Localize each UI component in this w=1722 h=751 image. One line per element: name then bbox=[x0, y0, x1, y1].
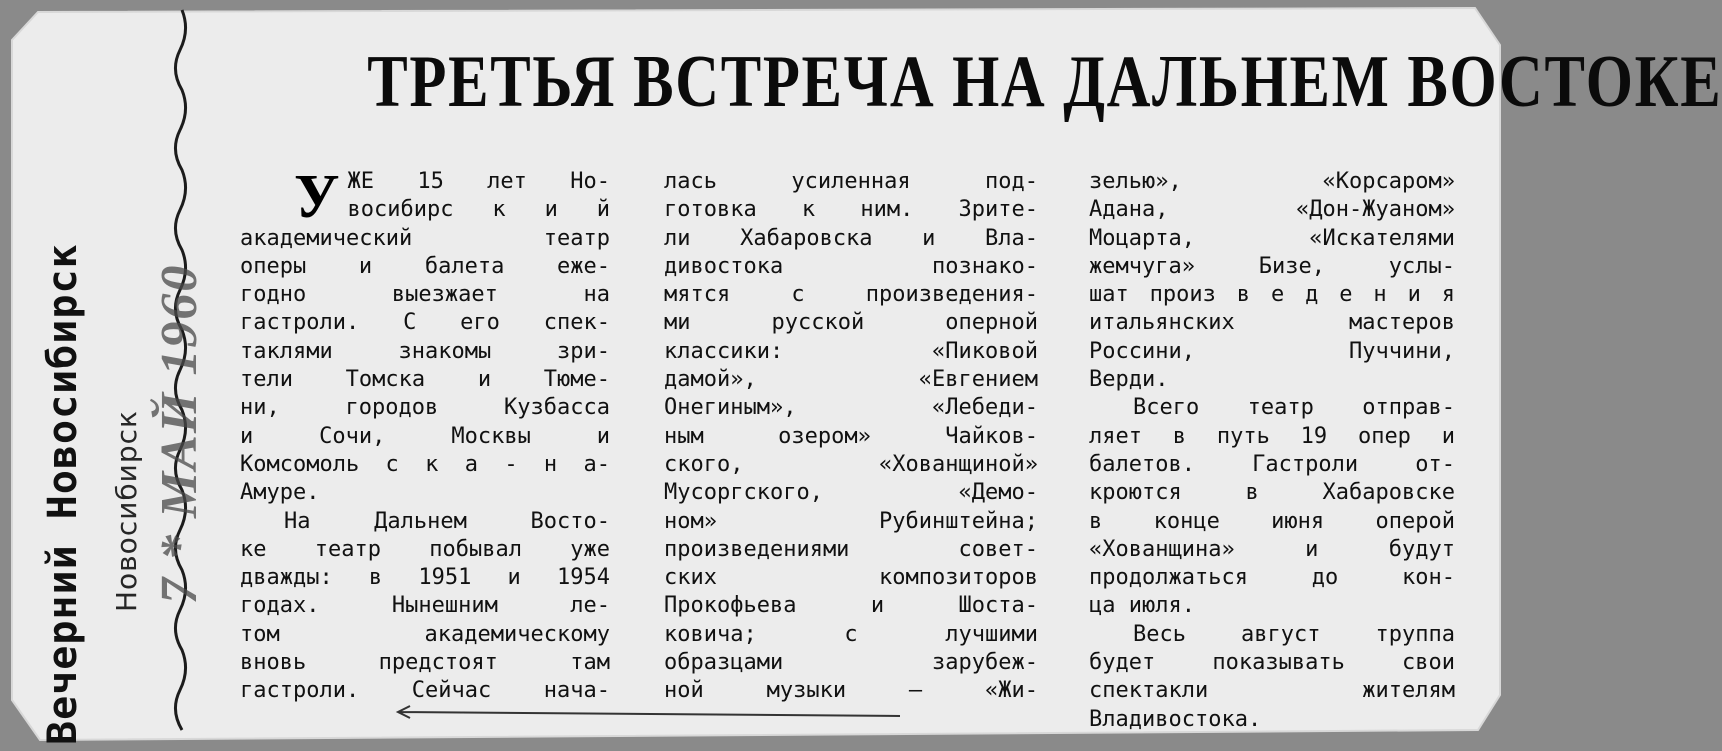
text-line: будет показывать свои bbox=[1089, 650, 1455, 676]
text-line: ни, городов Кузбасса bbox=[240, 395, 610, 421]
text-line: зелью», «Корсаром» bbox=[1089, 169, 1455, 194]
text-line: Онегиным», «Лебеди- bbox=[664, 395, 1038, 421]
text-line: Мусоргского, «Демо- bbox=[664, 480, 1038, 506]
text-line: Владивостока. bbox=[1089, 706, 1262, 732]
text-line: и Сочи, Москвы и bbox=[240, 423, 610, 449]
text-line: академический театр bbox=[240, 225, 610, 251]
text-line: ских композиторов bbox=[664, 565, 1038, 591]
text-line: ли Хабаровска и Вла- bbox=[664, 225, 1038, 251]
text-line: гастроли. Сейчас нача- bbox=[240, 678, 610, 704]
text-line: Верди. bbox=[1089, 367, 1169, 393]
text-line: итальянских мастеров bbox=[1089, 310, 1455, 336]
stamp-date: 7 * МАЙ 1960 bbox=[151, 263, 208, 604]
text-line: ковича; с лучшими bbox=[664, 621, 1038, 647]
text-line: ке театр побывал уже bbox=[240, 536, 610, 562]
text-line: Прокофьева и Шоста- bbox=[664, 593, 1038, 619]
text-line: дамой», «Евгением bbox=[664, 367, 1038, 393]
text-line: мятся с произведения- bbox=[664, 282, 1038, 308]
text-line: дивостока познако- bbox=[664, 253, 1038, 279]
text-line: Россини, Пуччини, bbox=[1089, 338, 1455, 364]
text-line: годно выезжает на bbox=[240, 282, 610, 308]
text-line: Моцарта, «Искателями bbox=[1089, 225, 1455, 251]
article-column-2 bbox=[664, 168, 1038, 706]
text-line: таклями знакомы зри- bbox=[240, 338, 610, 364]
text-line: ми русской оперной bbox=[664, 310, 1038, 336]
text-line: Адана, «Дон-Жуаном» bbox=[1089, 197, 1455, 223]
article bbox=[200, 0, 1722, 751]
text-line: в конце июня оперой bbox=[1089, 508, 1455, 534]
text-line: лась усиленная под- bbox=[664, 169, 1038, 194]
text-line: ной музыки — «Жи- bbox=[664, 678, 1038, 704]
text-line: Амуре. bbox=[240, 480, 320, 506]
text-line: жемчуга» Бизе, услы- bbox=[1089, 253, 1455, 279]
text-line: продолжаться до кон- bbox=[1089, 565, 1455, 591]
text-line: том академическому bbox=[240, 621, 610, 647]
newspaper-name-stamp: Вечерний Новосибирск bbox=[40, 243, 86, 745]
text-line: произведениями совет- bbox=[664, 536, 1038, 562]
text-line: спектакли жителям bbox=[1089, 678, 1455, 704]
text-line: образцами зарубеж- bbox=[664, 650, 1038, 676]
drop-cap: У bbox=[294, 163, 340, 231]
text-line: ном» Рубинштейна; bbox=[664, 508, 1038, 534]
text-line: ным озером» Чайков- bbox=[664, 423, 1038, 449]
text-line: На Дальнем Восто- bbox=[284, 508, 610, 534]
text-line: вновь предстоят там bbox=[240, 650, 610, 676]
text-line: Всего театр отправ- bbox=[1133, 395, 1455, 421]
text-line: годах. Нынешним ле- bbox=[240, 593, 610, 619]
text-line: «Хованщина» и будут bbox=[1089, 536, 1455, 562]
article-column-1 bbox=[240, 163, 610, 706]
stamp-city: Новосибирск bbox=[110, 410, 143, 612]
text-line: дважды: в 1951 и 1954 bbox=[240, 565, 610, 591]
text-line: Весь август труппа bbox=[1133, 621, 1455, 647]
stamp-area bbox=[0, 0, 208, 751]
text-line: ляет в путь 19 опер и bbox=[1089, 423, 1455, 449]
text-line: шат произ в е д е н и я bbox=[1089, 282, 1455, 308]
text-line: ЖЕ 15 лет Но- bbox=[347, 169, 610, 194]
text-line: кроются в Хабаровске bbox=[1089, 480, 1455, 506]
article-column-3 bbox=[1089, 168, 1455, 734]
text-line: ского, «Хованщиной» bbox=[664, 451, 1038, 477]
text-line: тели Томска и Тюме- bbox=[240, 367, 610, 393]
text-line: восибирс к и й bbox=[347, 197, 610, 223]
text-line: ца июля. bbox=[1089, 593, 1195, 619]
text-line: гастроли. С его спек- bbox=[240, 310, 610, 336]
text-line: балетов. Гастроли от- bbox=[1089, 451, 1455, 477]
article-title: ТРЕТЬЯ ВСТРЕЧА НА ДАЛЬНЕМ ВОСТОКЕ bbox=[367, 41, 1722, 123]
text-line: Комсомоль с к а - н а- bbox=[240, 451, 610, 477]
text-line: оперы и балета еже- bbox=[240, 253, 610, 279]
text-line: классики: «Пиковой bbox=[664, 338, 1038, 364]
text-line: готовка к ним. Зрите- bbox=[664, 197, 1038, 223]
